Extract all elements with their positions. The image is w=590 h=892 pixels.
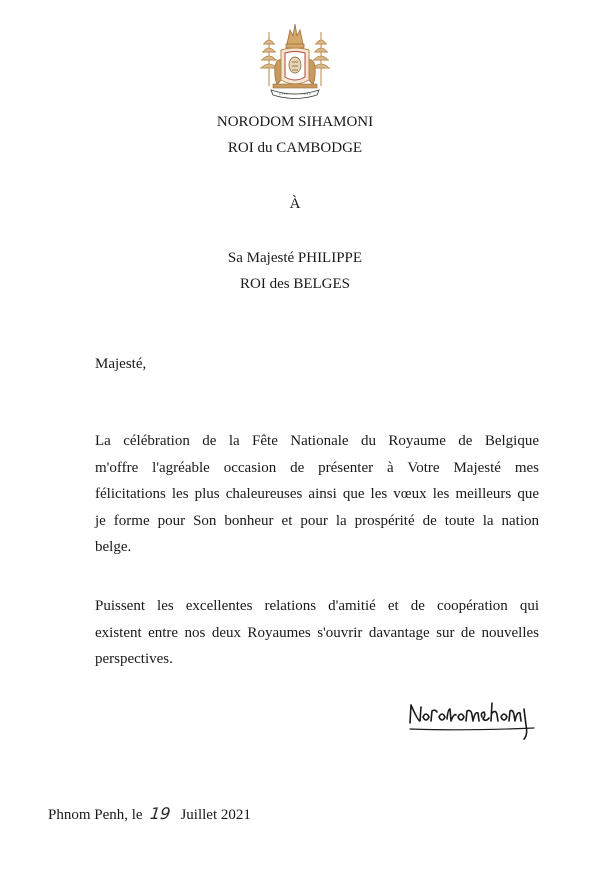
royal-crest-icon bbox=[257, 22, 333, 102]
addressee-marker: À bbox=[289, 196, 301, 212]
paragraph-congratulations bbox=[95, 428, 539, 561]
paragraph-line: perspectives. bbox=[95, 651, 173, 667]
handwritten-signature-icon bbox=[406, 695, 546, 743]
handwritten-day: 19 bbox=[149, 804, 172, 823]
salutation: Majesté, bbox=[95, 356, 147, 372]
paragraph-line: m'offre l'agréable occasion de présenter à Votre Majesté mes bbox=[95, 459, 539, 476]
paragraph-line: existent entre nos deux Royaumes s'ouvrir davantage sur de nouvelles bbox=[95, 624, 539, 641]
recipient-name: Sa Majesté PHILIPPE bbox=[227, 250, 363, 266]
sender-title: ROI du CAMBODGE bbox=[227, 140, 363, 156]
paragraph-line: La célébration de la Fête Nationale du Royaume de Belgique bbox=[95, 433, 539, 449]
sender-name: NORODOM SIHAMONI bbox=[216, 114, 374, 130]
paragraph-line: belge. bbox=[95, 539, 132, 555]
recipient-title: ROI des BELGES bbox=[240, 276, 350, 292]
place-text: Phnom Penh, le bbox=[48, 807, 143, 823]
month-year-text: Juillet 2021 bbox=[180, 807, 251, 823]
paragraph-line: félicitations les plus chaleureuses ainsi que les vœux les meilleurs que bbox=[95, 486, 539, 502]
paragraph-relations bbox=[95, 593, 539, 673]
paragraph-line: je forme pour Son bonheur et pour la prospérité de toute la nation bbox=[95, 512, 539, 529]
paragraph-line: Puissent les excellentes relations d'amitié et de coopération qui bbox=[95, 598, 539, 614]
date-line bbox=[48, 804, 251, 825]
